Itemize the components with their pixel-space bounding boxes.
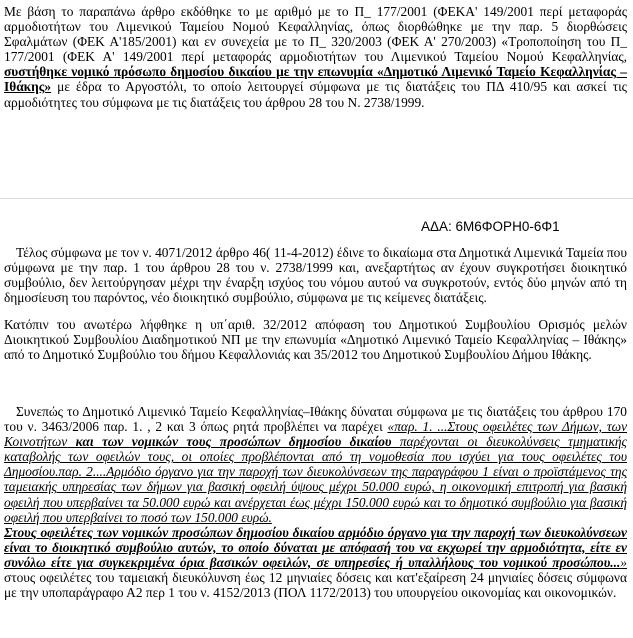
text-run: Κατόπιν του ανωτέρω λήφθηκε η υπ΄αριθ. 32/2012 απόφαση του Δημοτικού Συμβουλίου Ορισμός μελών Διοικητικού Συμβουλίου Διαδημοτικού ΝΠ με την επωνυμία «Δημοτικό Λιμενικό Ταμείο Κεφαλληνίας – Ιθάκης» από το Δημοτικό Συμβούλιο του δήμου Κεφαλλονιάς και 35/2012 του Δημοτικού Συμβουλίου Δήμου Ιθάκης. [4,317,627,363]
page-section-bottom [0,199,633,638]
bold-italic-underlined-text: Στους οφειλέτες των νομικών προσώπων δημοσίου δικαίου αρμόδιο όργανο για την παροχή των διευκολύνσεων είναι το διοικητικό συμβούλιο αυτών, το οποίο δύναται με απόφασή του να εκχωρεί την αρμοδιότητα, είτε εν συνόλω είτε για συγκεκριμένα όρια βασικών οφειλών, σε υπηρεσίες ή υπαλλήλους του νομικού προσώπου... [4,524,627,570]
paragraph-installments [4,404,627,600]
italic-underlined-quote: παρέχονται οι διευκολύνσεις τμηματικής καταβολής των οφειλών τους, οι οποίες προβλέπονται από τη νομοθεσία που ισχύει για τους οφειλέτες του Δημοσίου.παρ. 2....Αρμόδιο όργανο για την παροχή των διευκολύνσεων της παραγράφου 1 είναι ο προϊστάμενος της ταμειακής υπηρεσίας των δήμων για βασική οφειλή ύψους μέχρι 50.000 ευρώ, η οικονομική επιτροπή για βασική οφειλή που υπερβαίνει τα 50.000 ευρώ και ανέρχεται έως μέχρι 150.000 ευρώ και το δημοτικό συμβούλιο για βασική οφειλή που υπερβαίνει το ποσό των 150.000 ευρώ. [4,434,627,525]
text-run: στους οφειλέτες του ταμειακή διευκόλυνση έως 12 μηνιαίες δόσεις και κατ'εξαίρεση 24 μηνιαίες δόσεις σύμφωνα με την υποπαράγραφο Α2 περ 1 του ν. 4152/2013 (ΠΟΛ 1172/2013) του υπουργείου οικονομίας και οικονομικών. [4,570,627,601]
bold-underlined-text: συστήθηκε νομικό πρόσωπο δημοσίου δικαίου με την επωνυμία «Δημοτικό Λιμενικό Ταμείο Κεφαλληνίας – Ιθάκης» [4,64,627,95]
text-run: Τέλος σύμφωνα με τον ν. 4071/2012 άρθρο 46( 11-4-2012) έδινε το δικαίωμα στα Δημοτικά Λιμενικά Ταμεία που σύμφωνα με την παρ. 1 του άρθρου 28 του ν. 2738/1999 και, ανεξαρτήτως αν έχουν συγκροτήσει διοικητικό συμβούλιο, δεν λειτούργησαν μέχρι την έναρξη ισχύος του νόμου αυτού να συγκροτούν, εντός δύο μηνών από τη δημοσίευση του παρόντος, νέο διοικητικό συμβούλιο, σύμφωνα με τις κείμενες διατάξεις. [4,245,627,306]
text-run: Συνεπώς το Δημοτικό Λιμενικό Ταμείο Κεφαλληνίας–Ιθάκης δύναται σύμφωνα με τις διατάξεις του άρθρου 170 του ν. 3463/2006 παρ. 1. , 2 και 3 όπως ρητά προβλέπει να παρέχει [4,404,627,435]
paragraph-establishment [4,4,627,110]
text-run: Με βάση το παραπάνω άρθρο εκδόθηκε το με αριθμό με το Π_ 177/2001 (ΦΕΚΑ' 149/2001 περί μεταφοράς αρμοδιοτήτων του Λιμενικού Ταμείου Νομού Κεφαλληνίας, όπως διορθώθηκε με την παρ. 5 διορθώσεις Σφαλμάτων (ΦΕΚ Α'185/2001) και εν συνεχεία με το Π_ 320/2003 (ΦΕΚ Α' 270/2003) «Τροποποίηση του Π_ 177/2001 (ΦΕΚ Α' 149/2001 περί μεταφοράς αρμοδιοτήτων του Λιμενικού Ταμείου Νομού Κεφαλληνίας, [4,4,627,65]
page-section-top [0,0,633,148]
italic-underlined-quote: «παρ. 1. ...Στους οφειλέτες των Δήμων, των Κοινοτήτων [4,419,628,450]
paragraph-council-decision [4,317,627,362]
bold-italic-underlined-text: και των νομικών τους προσώπων δημοσίου δικαίου [67,434,392,450]
paragraph-law-4071 [4,245,627,305]
text-run: με έδρα το Αργοστόλι, το οποίο λειτουργεί σύμφωνα με τις διατάξεις του ΠΔ 410/95 και ασκεί τις αρμοδιότητες του σύμφωνα με τις διατάξεις του άρθρου 28 του Ν. 2738/1999. [4,79,627,110]
italic-underlined-quote: » [620,554,627,570]
ada-label: ΑΔΑ: 6Μ6ΦΟΡΗ0-6Φ1 [421,219,560,234]
